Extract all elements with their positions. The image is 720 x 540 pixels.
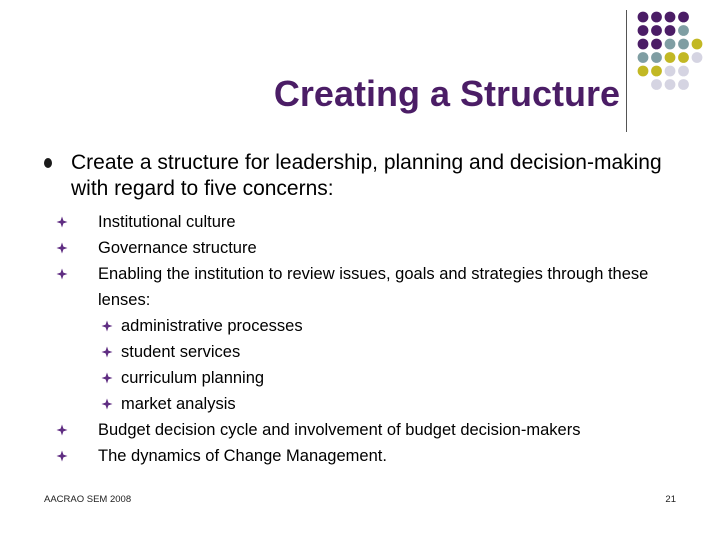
footer-text: AACRAO SEM 2008 — [44, 494, 132, 505]
decorative-dot — [678, 66, 689, 77]
sub-bullet-text: Enabling the institution to review issues, goals and strategies through these lenses: — [98, 265, 649, 309]
decorative-dot — [678, 39, 689, 50]
sub-bullet-item — [44, 443, 684, 469]
sub-bullet-text: Governance structure — [98, 239, 257, 257]
main-bullet-text: Create a structure for leadership, planning and decision-making with regard to five concerns: — [71, 151, 662, 200]
decorative-dot — [651, 79, 662, 90]
diamond-bullet-icon — [56, 216, 68, 228]
decorative-dot — [665, 66, 676, 77]
sub-bullet-text: administrative processes — [121, 317, 303, 335]
decorative-dot — [651, 12, 662, 23]
diamond-bullet-icon — [56, 242, 68, 254]
decorative-dot — [678, 12, 689, 23]
diamond-bullet-icon — [101, 346, 113, 358]
sub-sub-bullet-item — [44, 339, 684, 365]
decorative-dot — [651, 25, 662, 36]
decorative-dot — [651, 52, 662, 63]
diamond-bullet-icon — [101, 320, 113, 332]
main-bullet — [44, 150, 684, 202]
decorative-dot — [692, 52, 703, 63]
sub-bullet-text: curriculum planning — [121, 369, 265, 387]
decorative-dot — [638, 66, 649, 77]
decorative-dot — [678, 79, 689, 90]
sub-bullet-text: Budget decision cycle and involvement of budget decision-makers — [98, 421, 581, 439]
decorative-dot — [665, 79, 676, 90]
sub-bullet-list — [44, 209, 684, 469]
sub-bullet-text: market analysis — [121, 395, 236, 413]
sub-bullet-text: Institutional culture — [98, 213, 236, 231]
diamond-bullet-icon — [56, 424, 68, 436]
decorative-dot — [638, 39, 649, 50]
decorative-dot — [678, 52, 689, 63]
sub-bullet-text: student services — [121, 343, 241, 361]
decorative-dot — [665, 12, 676, 23]
decorative-dot — [651, 66, 662, 77]
decorative-dot — [651, 39, 662, 50]
decorative-dot — [638, 12, 649, 23]
sub-bullet-item — [44, 261, 684, 313]
decorative-dot — [678, 25, 689, 36]
diamond-bullet-icon — [56, 450, 68, 462]
diamond-bullet-icon — [101, 398, 113, 410]
decorative-dot — [665, 52, 676, 63]
diamond-bullet-icon — [56, 268, 68, 280]
sub-bullet-text: The dynamics of Change Management. — [98, 447, 387, 465]
sub-sub-bullet-item — [44, 391, 684, 417]
page-number: 21 — [665, 494, 676, 505]
decorative-dot — [692, 39, 703, 50]
sub-bullet-item — [44, 209, 684, 235]
sub-bullet-item — [44, 417, 684, 443]
sub-bullet-item — [44, 235, 684, 261]
decorative-dot — [638, 25, 649, 36]
title-divider-line — [626, 10, 627, 132]
sub-sub-bullet-item — [44, 365, 684, 391]
diamond-bullet-icon — [101, 372, 113, 384]
sub-sub-bullet-item — [44, 313, 684, 339]
slide-body — [44, 150, 684, 469]
decorative-dot — [638, 52, 649, 63]
decorative-dot — [665, 39, 676, 50]
slide-title: Creating a Structure — [273, 73, 620, 114]
decorative-dot — [665, 25, 676, 36]
bullet-dot-icon — [44, 158, 52, 168]
